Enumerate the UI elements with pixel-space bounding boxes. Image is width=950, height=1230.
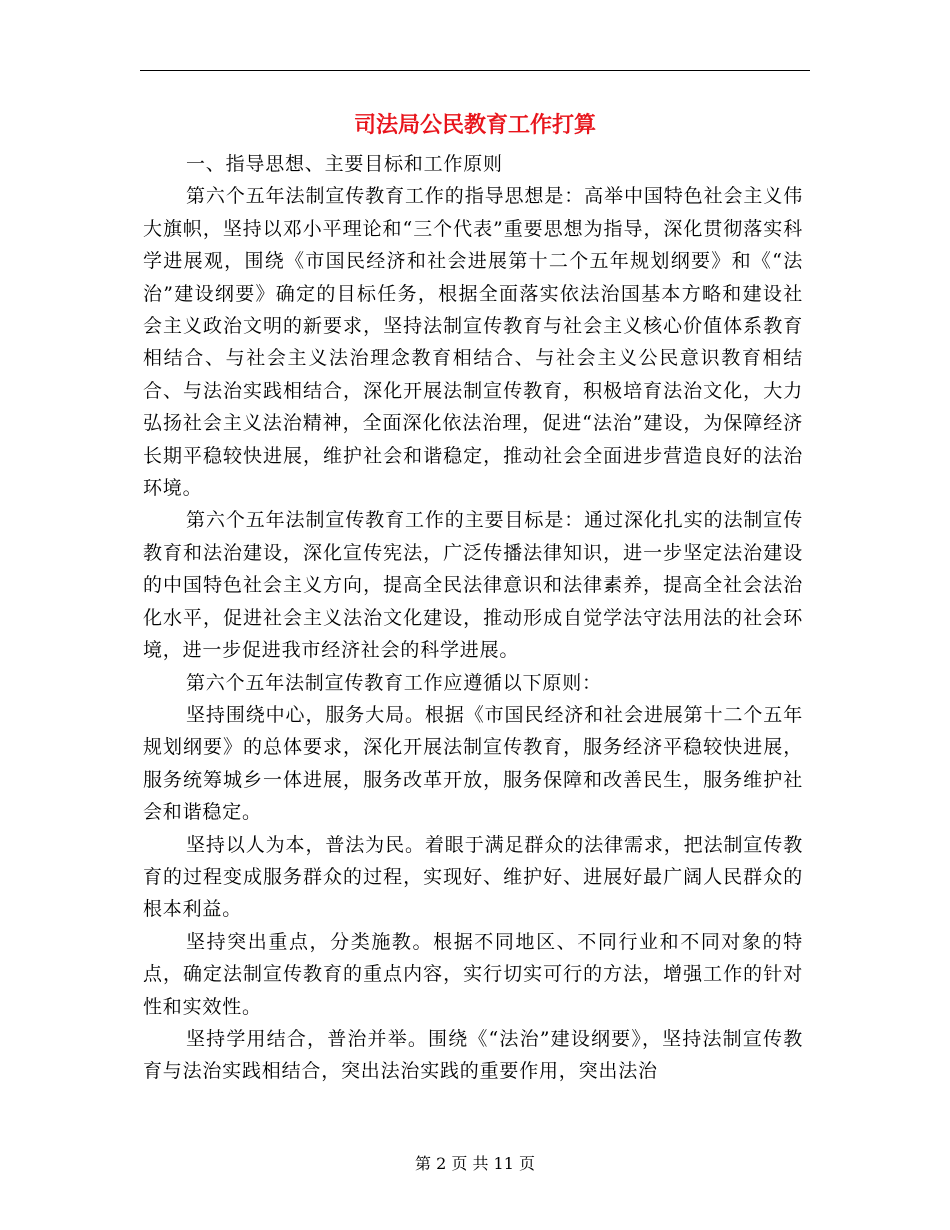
paragraph-principle-3: 坚持突出重点，分类施教。根据不同地区、不同行业和不同对象的特点，确定法制宣传教育的重点内容，实行切实可行的方法，增强工作的针对性和实效性。 (143, 930, 803, 1018)
section-heading: 一、指导思想、主要目标和工作原则 (186, 153, 503, 175)
paragraph-main-goals: 第六个五年法制宣传教育工作的主要目标是：通过深化扎实的法制宣传教育和法治建设，深化宣传宪法，广泛传播法律知识，进一步坚定法治建设的中国特色社会主义方向，提高全民法律意识和法律素养，提高全社会法治化水平，促进社会主义法治文化建设，推动形成自觉学法守法用法的社会环境，进一步促进我市经济社会的科学进展。 (143, 509, 803, 662)
paragraph-principle-4: 坚持学用结合，普治并举。围绕《“法治”建设纲要》，坚持法制宣传教育与法治实践相结合，突出法治实践的重要作用，突出法治 (143, 1027, 803, 1083)
paragraph-principle-1: 坚持围绕中心，服务大局。根据《市国民经济和社会进展第十二个五年规划纲要》的总体要求，深化开展法制宣传教育，服务经济平稳较快进展，服务统筹城乡一体进展，服务改革开放，服务保障和改善民生，服务维护社会和谐稳定。 (143, 703, 803, 824)
paragraph-principle-2: 坚持以人为本，普法为民。着眼于满足群众的法律需求，把法制宣传教育的过程变成服务群众的过程，实现好、维护好、进展好最广阔人民群众的根本利益。 (143, 833, 803, 921)
document-body (143, 148, 803, 1088)
page-number: 第 2 页 共 11 页 (415, 1154, 535, 1173)
document-title: 司法局公民教育工作打算 (353, 112, 596, 138)
paragraph-principles-intro: 第六个五年法制宣传教育工作应遵循以下原则： (186, 671, 602, 694)
paragraph-guiding-ideology: 第六个五年法制宣传教育工作的指导思想是：高举中国特色社会主义伟大旗帜，坚持以邓小平理论和“三个代表”重要思想为指导，深化贯彻落实科学进展观，围绕《市国民经济和社会进展第十二个五年规划纲要》和《“法治”建设纲要》确定的目标任务，根据全面落实依法治国基本方略和建设社会主义政治文明的新要求，坚持法制宣传教育与社会主义核心价值体系教育相结合、与社会主义法治理念教育相结合、与社会主义公民意识教育相结合、与法治实践相结合，深化开展法制宣传教育，积极培育法治文化，大力弘扬社会主义法治精神，全面深化依法治理，促进“法治”建设，为保障经济长期平稳较快进展，维护社会和谐稳定，推动社会全面进步营造良好的法治环境。 (143, 185, 803, 500)
header-rule (140, 70, 810, 71)
